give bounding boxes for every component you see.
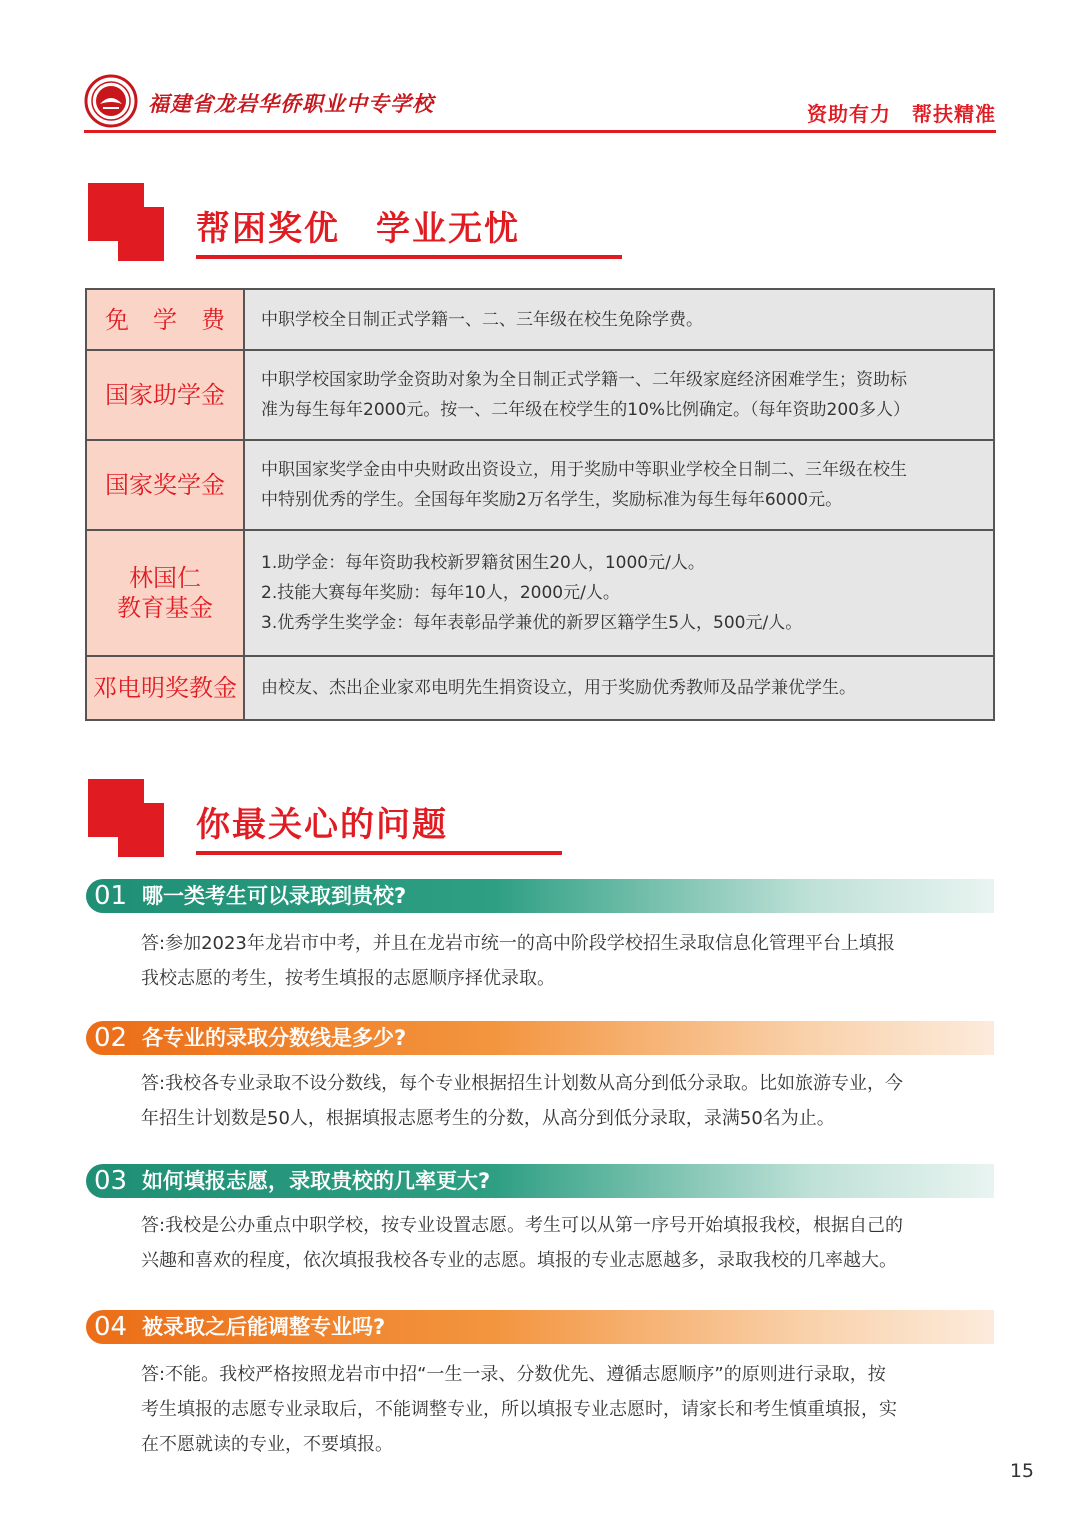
faq-question-bar [86, 1310, 994, 1344]
aid-description: 中职国家奖学金由中央财政出资设立，用于奖励中等职业学校全日制二、三年级在校生 中特别优秀的学生。全国每年奖励2万名学生，奖励标准为每生每年6000元。 [244, 440, 994, 530]
faq-question-bar [86, 1164, 994, 1198]
section-title-aid: 帮困奖优 学业无忧 [196, 209, 520, 249]
table-row [86, 289, 994, 350]
faq-question-bar [86, 1021, 994, 1055]
table-row [86, 440, 994, 530]
table-row [86, 530, 994, 656]
aid-description: 中职学校全日制正式学籍一、二、三年级在校生免除学费。 [244, 289, 994, 350]
section-decoration-icon [88, 779, 168, 859]
aid-name: 国家奖学金 [86, 440, 244, 530]
header-slogan: 资助有力 帮扶精准 [807, 102, 996, 126]
faq-question: 各专业的录取分数线是多少? [142, 1026, 407, 1050]
section-decoration-icon [88, 183, 168, 263]
section-title-faq: 你最关心的问题 [196, 805, 448, 845]
aid-name: 邓电明奖教金 [86, 656, 244, 720]
aid-name: 免 学 费 [86, 289, 244, 350]
faq-question-bar [86, 879, 994, 913]
faq-question: 哪一类考生可以录取到贵校? [142, 884, 407, 908]
aid-description: 由校友、杰出企业家邓电明先生捐资设立，用于奖励优秀教师及品学兼优学生。 [244, 656, 994, 720]
aid-name: 国家助学金 [86, 350, 244, 440]
faq-number: 01 [94, 881, 128, 911]
section-heading-faq [88, 779, 548, 859]
section-underline [196, 851, 562, 855]
table-row [86, 350, 994, 440]
page-header [84, 72, 996, 132]
header-divider [84, 130, 996, 133]
faq-question: 被录取之后能调整专业吗? [142, 1315, 386, 1339]
page-number: 15 [1009, 1460, 1034, 1482]
faq-number: 02 [94, 1023, 128, 1053]
aid-description: 中职学校国家助学金资助对象为全日制正式学籍一、二年级家庭经济困难学生；资助标 准为每生每年2000元。按一、二年级在校学生的10%比例确定。（每年资助200多人） [244, 350, 994, 440]
faq-answer: 答:我校是公办重点中职学校，按专业设置志愿。考生可以从第一序号开始填报我校，根据自己的 兴趣和喜欢的程度，依次填报我校各专业的志愿。填报的专业志愿越多，录取我校的几率越大。 [141, 1215, 904, 1271]
faq-answer: 答:我校各专业录取不设分数线，每个专业根据招生计划数从高分到低分录取。比如旅游专业，今 年招生计划数是50人，根据填报志愿考生的分数，从高分到低分录取，录满50名为止。 [141, 1073, 904, 1129]
aid-description: 1.助学金：每年资助我校新罗籍贫困生20人，1000元/人。 2.技能大赛每年奖励：每年10人，2000元/人。 3.优秀学生奖学金：每年表彰品学兼优的新罗区籍学生5人，500元/人。 [244, 530, 994, 656]
faq-number: 03 [94, 1166, 128, 1196]
aid-table [85, 288, 995, 721]
school-emblem-icon [84, 74, 138, 128]
faq-question: 如何填报志愿，录取贵校的几率更大? [142, 1169, 491, 1193]
faq-answer: 答:不能。我校严格按照龙岩市中招“一生一录、分数优先、遵循志愿顺序”的原则进行录取，按 考生填报的志愿专业录取后，不能调整专业，所以填报专业志愿时，请家长和考生慎重填报，实 在不愿就读的专业，不要填报。 [141, 1364, 897, 1455]
table-row [86, 656, 994, 720]
school-name: 福建省龙岩华侨职业中专学校 [148, 91, 434, 116]
section-underline [196, 255, 622, 259]
section-heading-aid [88, 183, 548, 263]
faq-number: 04 [94, 1312, 128, 1342]
faq-answer: 答:参加2023年龙岩市中考，并且在龙岩市统一的高中阶段学校招生录取信息化管理平台上填报 我校志愿的考生，按考生填报的志愿顺序择优录取。 [141, 933, 895, 989]
aid-name: 林国仁 教育基金 [86, 530, 244, 656]
